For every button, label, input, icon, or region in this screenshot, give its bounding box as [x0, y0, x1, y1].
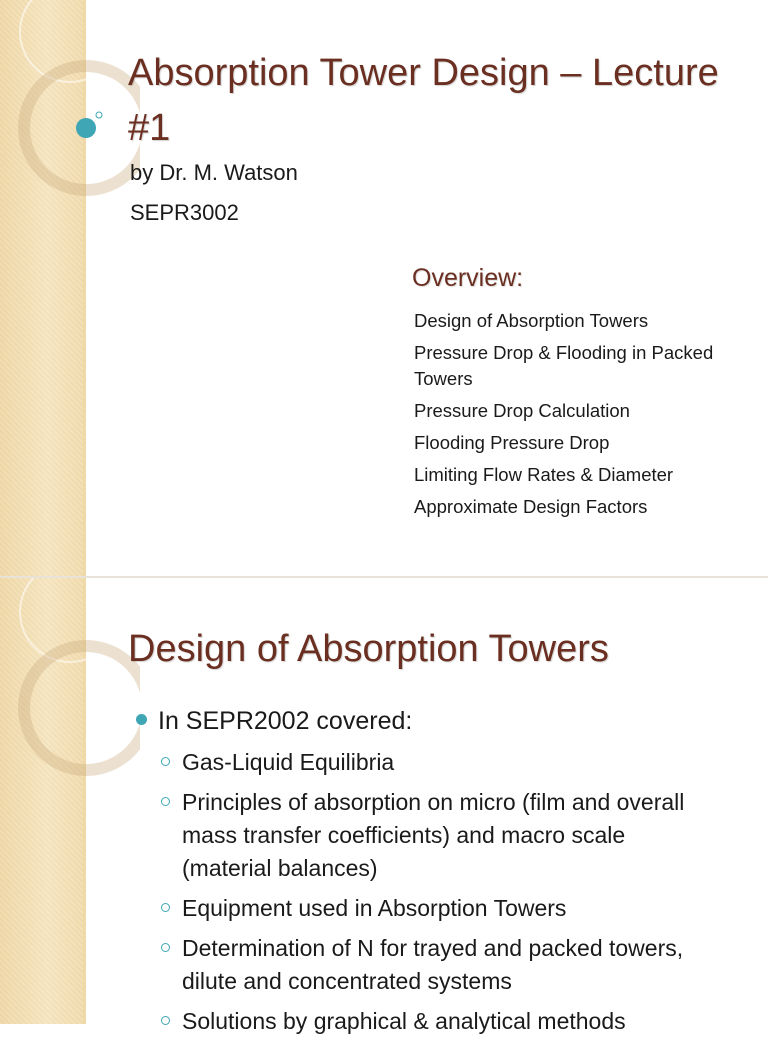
slide-title: Absorption Tower Design – Lecture #1 [128, 52, 719, 149]
sub-bullet-item [160, 746, 720, 779]
sub-bullet-text: Principles of absorption on micro (film and overall mass transfer coefficients) and macro scale (material balances) [182, 789, 685, 881]
overview-item: Design of Absorption Towers [414, 310, 649, 331]
sub-bullet-text: Gas-Liquid Equilibria [182, 749, 395, 775]
overview-item: Pressure Drop Calculation [414, 400, 630, 421]
overview-item: Flooding Pressure Drop [414, 432, 610, 453]
overview-item: Approximate Design Factors [414, 496, 648, 517]
ring-bullet-icon [161, 797, 170, 806]
sub-bullet-item [160, 1005, 720, 1038]
ring-bullet-icon [161, 757, 170, 766]
slide-title: Design of Absorption Towers [128, 628, 609, 670]
overview-item: Pressure Drop & Flooding in Packed Towers [414, 342, 714, 389]
course-code: SEPR3002 [130, 200, 239, 225]
sub-bullet-list [160, 746, 720, 1045]
author-line: by Dr. M. Watson [130, 160, 298, 185]
sub-bullet-text: Determination of N for trayed and packed towers, dilute and concentrated systems [182, 935, 684, 994]
sub-bullet-item [160, 786, 720, 885]
ring-bullet-icon [161, 903, 170, 912]
accent-dot-icon [76, 118, 96, 138]
sub-bullet-text: Solutions by graphical & analytical methods [182, 1008, 626, 1034]
overview-list [414, 308, 744, 526]
bullet-dot-icon [136, 714, 147, 725]
sub-bullet-text: Equipment used in Absorption Towers [182, 895, 567, 921]
sub-bullet-item [160, 932, 720, 998]
bullet-text: In SEPR2002 covered: [158, 707, 413, 735]
ring-bullet-icon [161, 943, 170, 952]
decorative-circles [0, 0, 140, 260]
decorative-circles [0, 578, 140, 838]
overview-heading: Overview: [412, 264, 524, 292]
overview-item: Limiting Flow Rates & Diameter [414, 464, 674, 485]
sub-bullet-item [160, 892, 720, 925]
